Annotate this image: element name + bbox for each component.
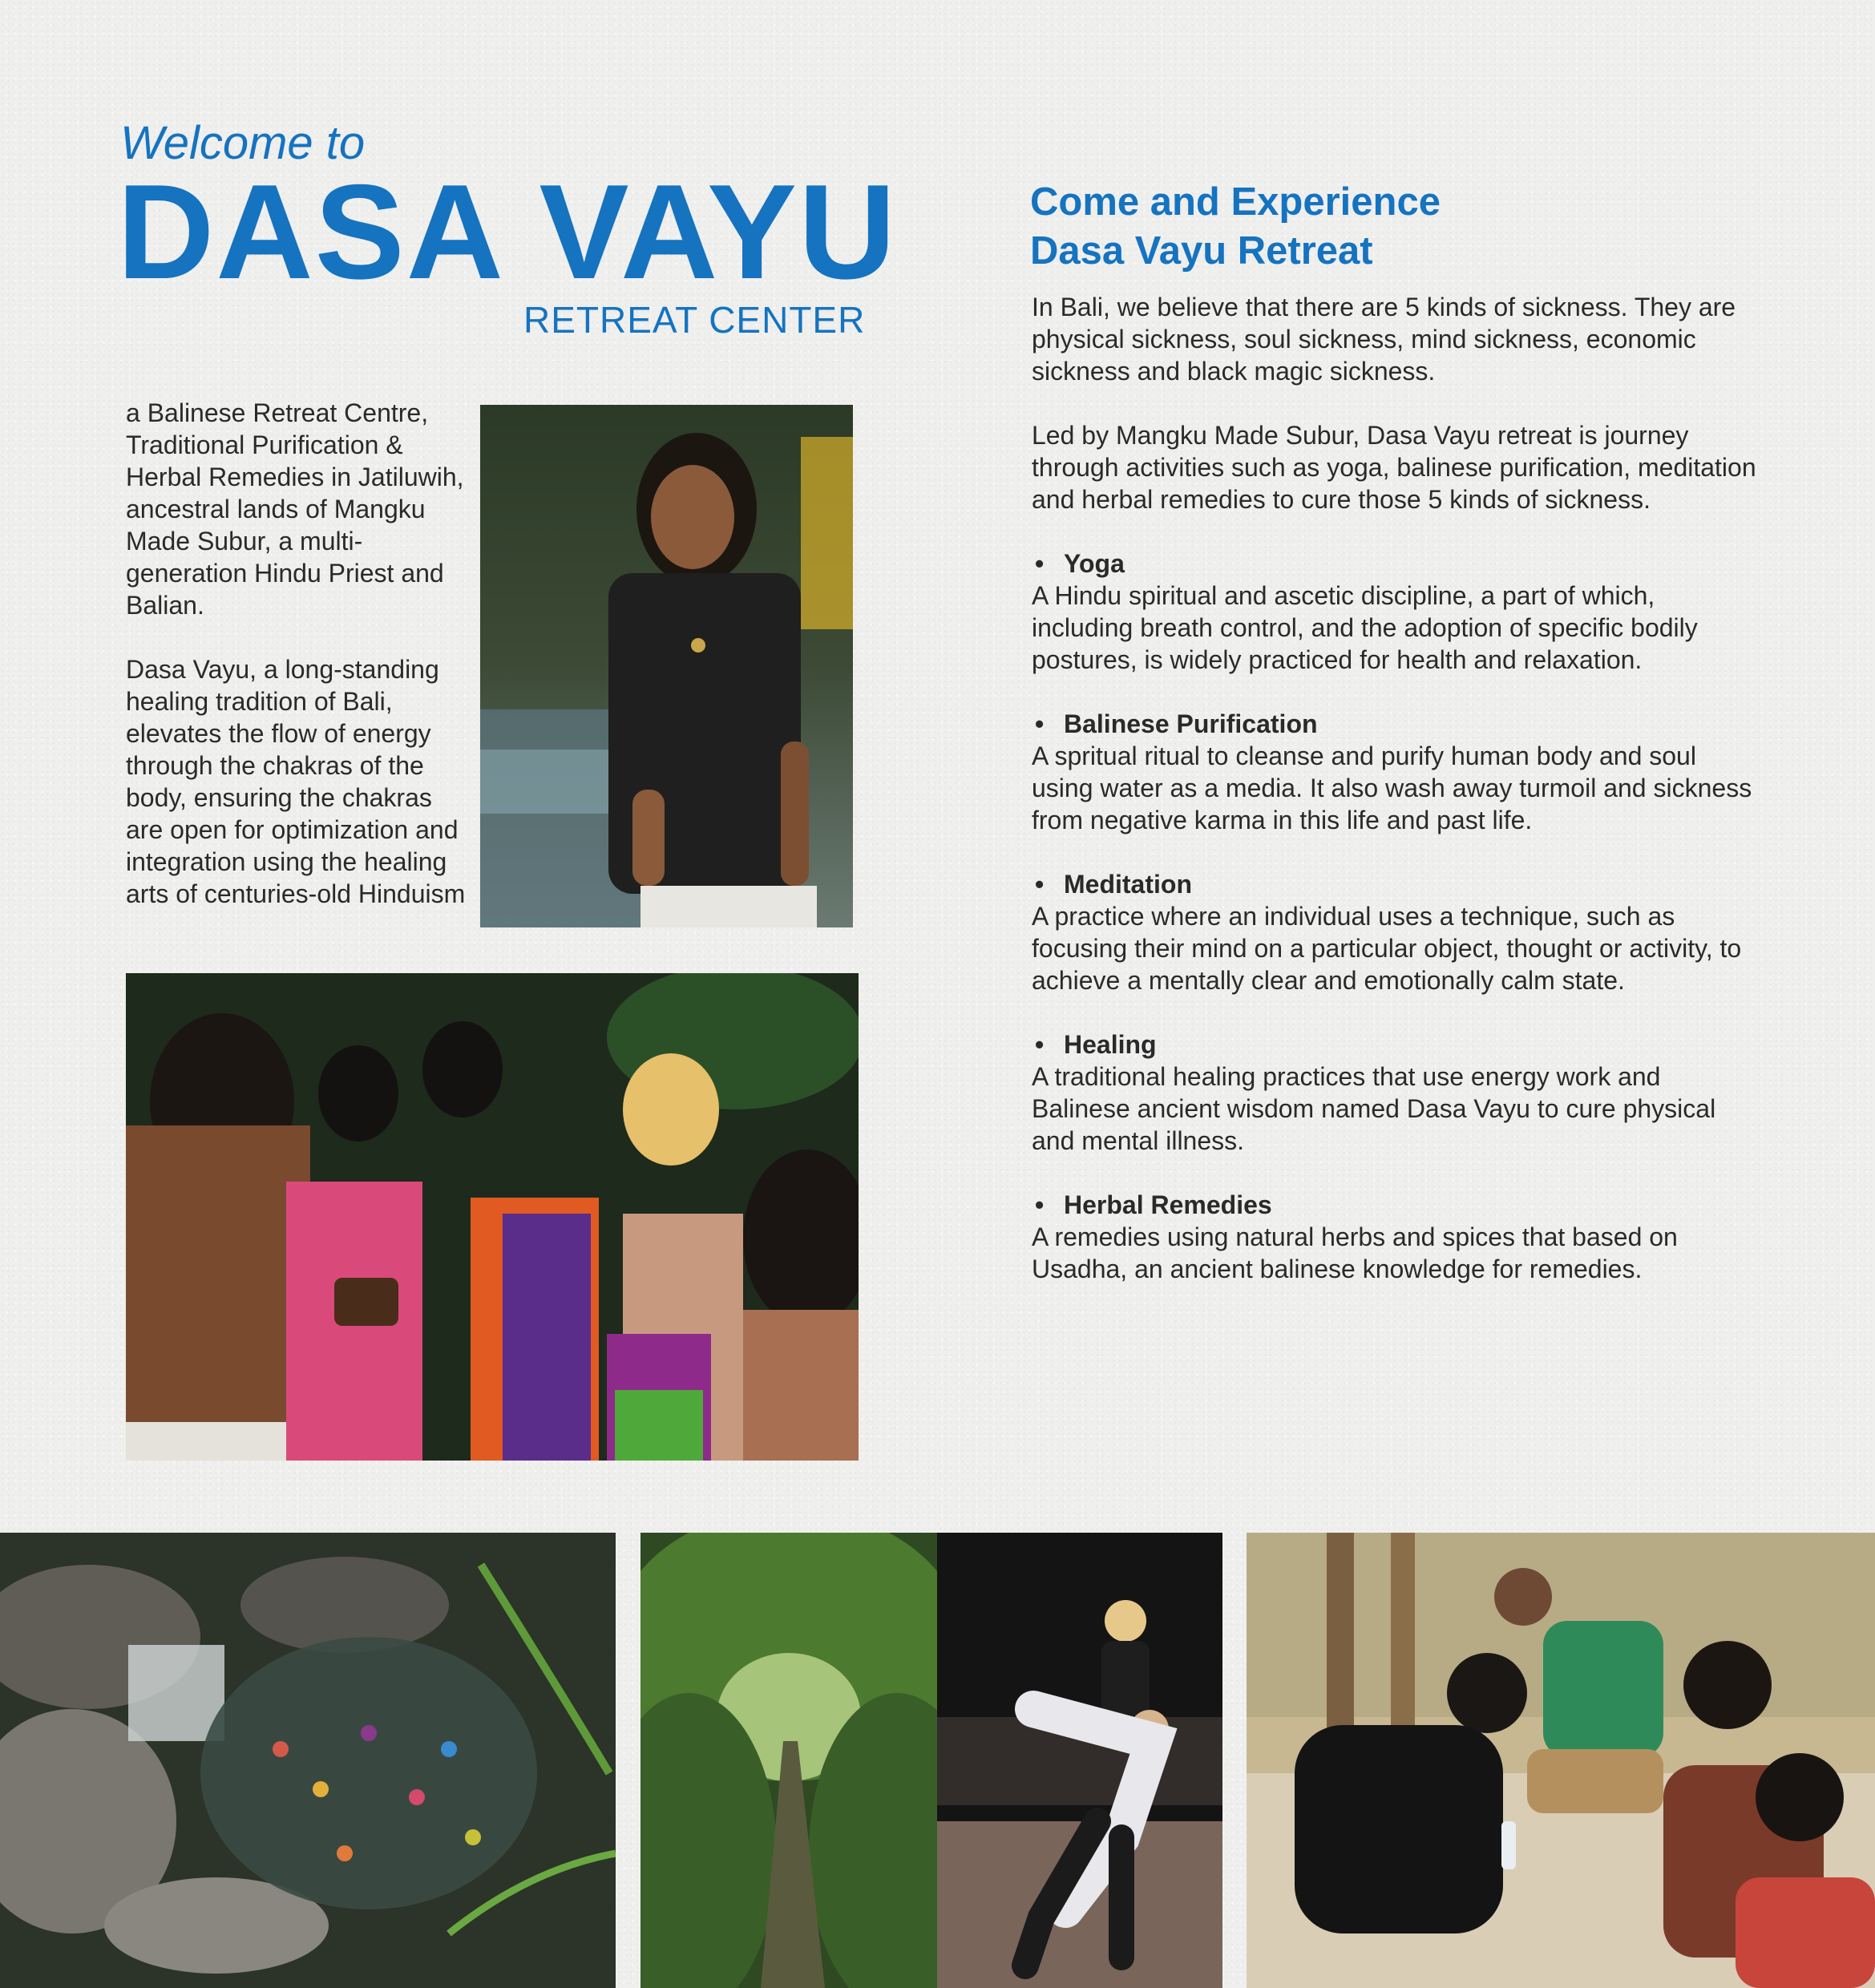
bullet-icon: • — [1035, 1190, 1045, 1219]
activity-item-healing — [1032, 1028, 1761, 1157]
yoga-class-photo — [937, 1533, 1222, 1988]
activity-title: Healing — [1064, 1030, 1157, 1059]
section-heading-line-1: Come and Experience — [1030, 180, 1441, 224]
activity-item-yoga — [1032, 548, 1761, 676]
brand-subtitle: RETREAT CENTER — [523, 299, 866, 341]
section-body — [1032, 291, 1761, 1317]
bullet-icon: • — [1035, 870, 1045, 899]
healing-session-photo — [1247, 1533, 1875, 1988]
activity-title: Balinese Purification — [1064, 709, 1318, 738]
welcome-text: Welcome to — [120, 117, 366, 169]
activity-description: A Hindu spiritual and ascetic discipline, a part of which, including breath control, and the adoption of specific bodily postures, is widely practiced for health and relaxation. — [1032, 581, 1698, 674]
body-paragraph-1: In Bali, we believe that there are 5 kinds of sickness. They are physical sickness, soul sickness, mind sickness, economic sickness and black magic sickness. — [1032, 293, 1736, 386]
activity-item-herbal-remedies — [1032, 1189, 1761, 1285]
activity-description: A remedies using natural herbs and spices that based on Usadha, an ancient balinese knowledge for remedies. — [1032, 1222, 1678, 1283]
brand-title: DASA VAYU — [117, 156, 898, 307]
intro-text — [126, 397, 471, 942]
forest-path-photo — [640, 1533, 937, 1988]
activity-item-purification — [1032, 708, 1761, 836]
intro-paragraph-2: Dasa Vayu, a long-standing healing tradition of Bali, elevates the flow of energy through the chakras of the body, ensuring the chakras are open for optimization and integration using the healing arts of centuries-old Hinduism — [126, 655, 466, 908]
activity-title: Yoga — [1064, 549, 1125, 578]
intro-paragraph-1: a Balinese Retreat Centre, Traditional Purification & Herbal Remedies in Jatiluwih, ancestral lands of Mangku Made Subur, a multi-generation Hindu Priest and Balian. — [126, 398, 464, 620]
bullet-icon: • — [1035, 549, 1045, 578]
section-heading — [1030, 178, 1441, 276]
river-bathing-photo — [0, 1533, 616, 1988]
activity-description: A spritual ritual to cleanse and purify human body and soul using water as a media. It also wash away turmoil and sickness from negative karma in this life and past life. — [1032, 741, 1752, 834]
activity-title: Meditation — [1064, 870, 1192, 899]
activity-description: A traditional healing practices that use energy work and Balinese ancient wisdom named Dasa Vayu to cure physical and mental illness. — [1032, 1062, 1716, 1155]
body-paragraph-2: Led by Mangku Made Subur, Dasa Vayu retreat is journey through activities such as yoga, balinese purification, meditation and herbal remedies to cure those 5 kinds of sickness. — [1032, 421, 1756, 514]
activity-description: A practice where an individual uses a technique, such as focusing their mind on a particular object, thought or activity, to achieve a mentally clear and emotionally calm state. — [1032, 902, 1742, 995]
priest-portrait-photo — [480, 405, 853, 927]
activity-title: Herbal Remedies — [1064, 1190, 1272, 1219]
section-heading-line-2: Dasa Vayu Retreat — [1030, 229, 1373, 273]
bullet-icon: • — [1035, 709, 1045, 738]
bullet-icon: • — [1035, 1030, 1045, 1059]
group-ritual-photo — [126, 973, 859, 1461]
activity-item-meditation — [1032, 868, 1761, 996]
